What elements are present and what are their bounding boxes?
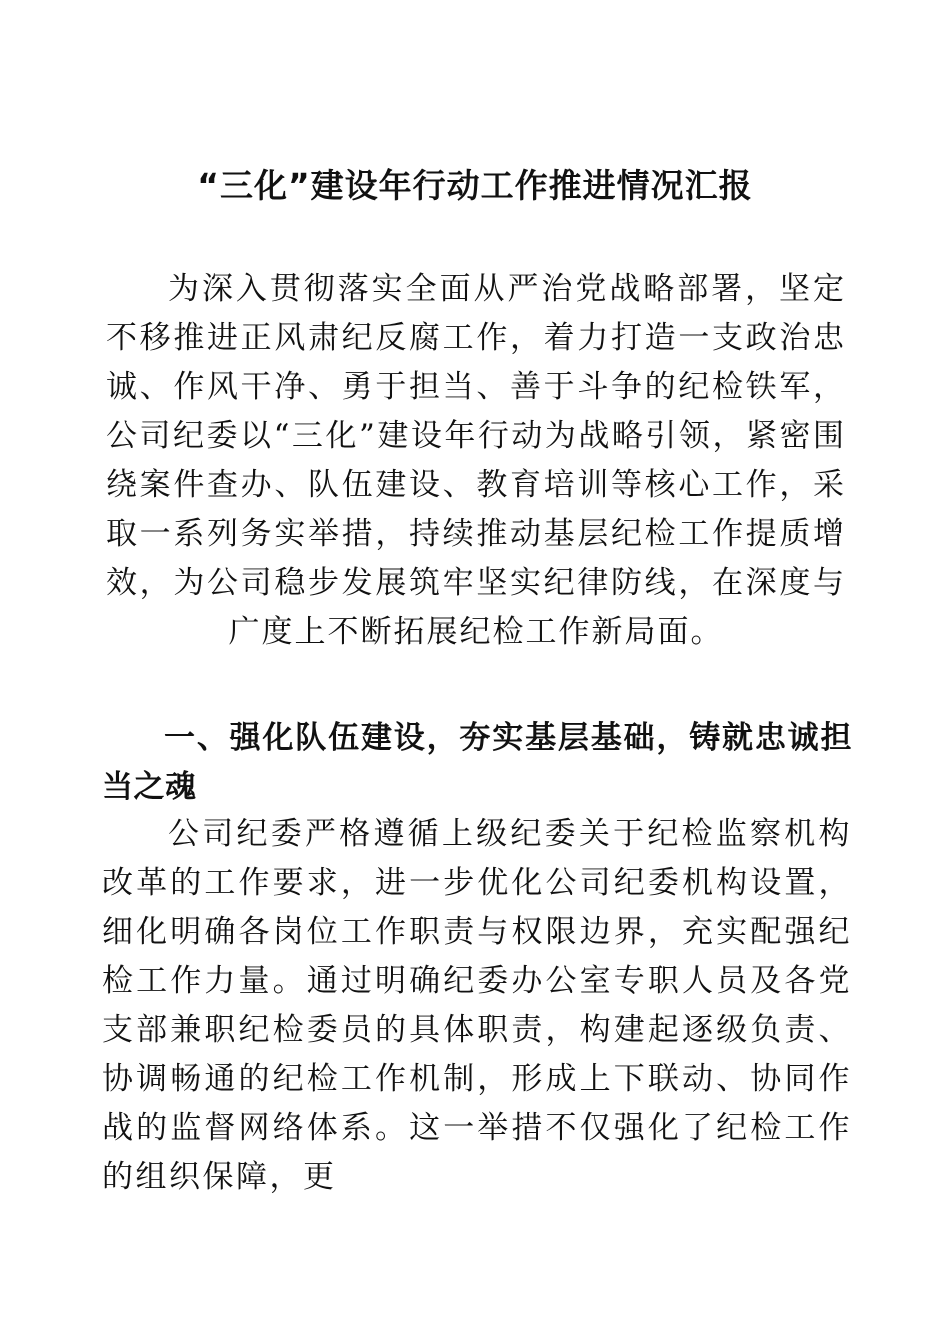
- intro-paragraph: 为深入贯彻落实全面从严治党战略部署，坚定不移推进正风肃纪反腐工作，着力打造一支政治忠诚、作风干净、勇于担当、善于斗争的纪检铁军，公司纪委以“三化”建设年行动为战略引领，紧密围绕案件查办、队伍建设、教育培训等核心工作，采取一系列务实举措，持续推动基层纪检工作提质增效，为公司稳步发展筑牢坚实纪律防线，在深度与广度上不断拓展纪检工作新局面。: [106, 271, 846, 650]
- section-1-heading: 一、强化队伍建设，夯实基层基础，铸就忠诚担当之魂: [102, 720, 852, 805]
- document-title: “三化”建设年行动工作推进情况汇报: [197, 166, 753, 205]
- section-1-paragraph: 公司纪委严格遵循上级纪委关于纪检监察机构改革的工作要求，进一步优化公司纪委机构设置，细化明确各岗位工作职责与权限边界，充实配强纪检工作力量。通过明确纪委办公室专职人员及各党支部兼职纪检委员的具体职责，构建起逐级负责、协调畅通的纪检工作机制，形成上下联动、协同作战的监督网络体系。这一举措不仅强化了纪检工作的组织保障，更: [102, 816, 852, 1195]
